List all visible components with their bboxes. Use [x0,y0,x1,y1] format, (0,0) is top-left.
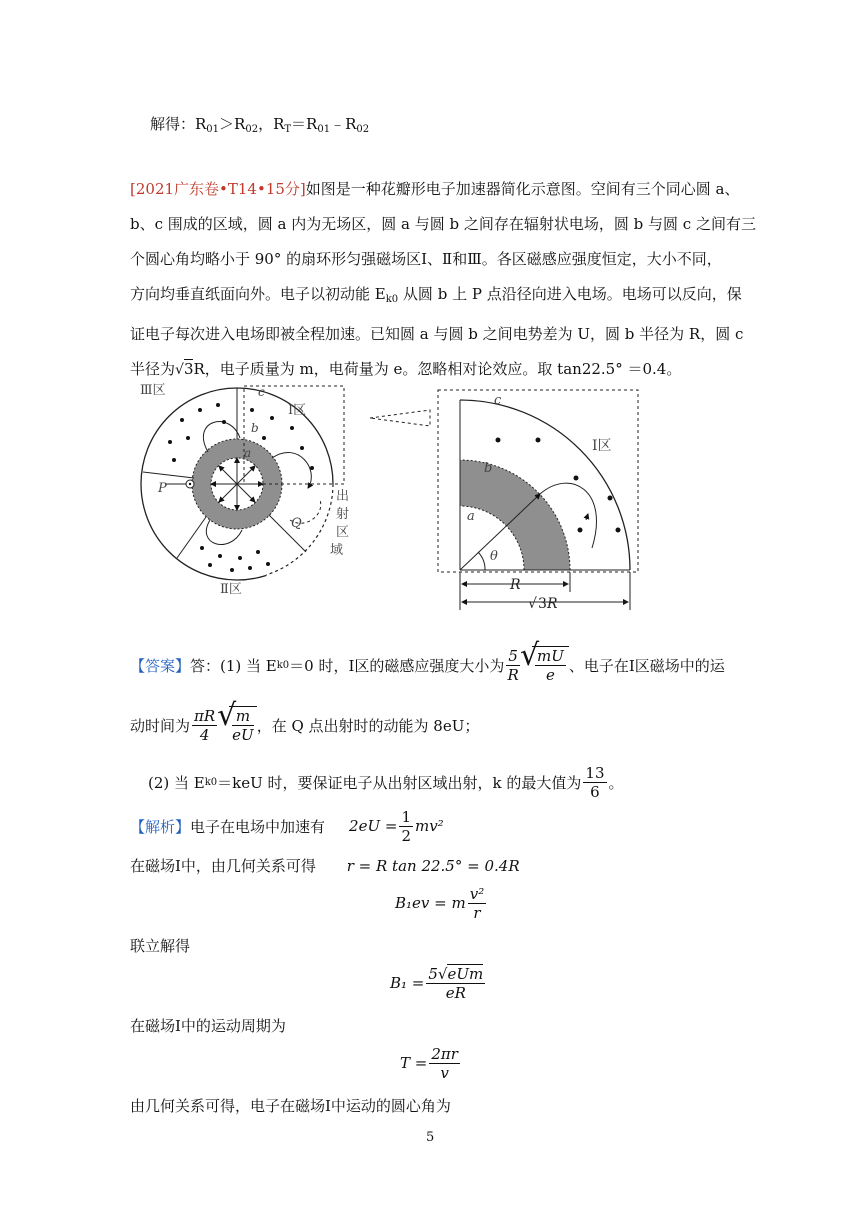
answer-p2b: ，在 Q 点出射时的动能为 8eU； [256,716,480,735]
frac-num: 5 [508,646,518,665]
fraction-piR-over-4 [192,707,217,744]
eq4-sqrt-sign: √ [437,964,448,983]
problem-block [130,172,756,388]
eq1-left: 2eU = [349,817,398,835]
sqrt-den: e [545,666,555,684]
sub-02: 02 [245,124,259,135]
fraction-5-over-R [506,647,520,684]
frac-num [426,965,485,984]
page-number: 5 [426,1130,435,1145]
problem-line-4-sub: k0 [385,294,399,305]
sub-02b: 02 [356,124,370,135]
label-c-right: c [494,393,502,408]
analysis-l2: 在磁场Ⅰ中，由几何关系可得 [130,857,316,875]
label-region-1-right: Ⅰ区 [592,438,612,454]
frac-den: 4 [199,725,210,744]
sqrt-mU-e [522,646,569,684]
frac-num: 1 [401,807,411,826]
frac-den: r [473,903,481,922]
frac-den: 6 [590,782,600,801]
sub-t: T [284,124,292,135]
label-c-left: c [258,385,265,399]
eq5-left: T = [400,1054,428,1072]
eq3-fraction [468,885,487,922]
right-diagram [438,390,638,612]
exit-char-2: 射 [336,507,350,522]
sub-01b: 01 [317,124,331,135]
frac-den: v [440,1063,449,1082]
problem-line-2: b、c 围成的区域，圆 a 内为无场区，圆 a 与圆 b 之间存在辐射状电场，圆 b 与圆 c 之间有三 [130,215,756,233]
analysis-l1: 电子在电场中加速有 [190,817,326,836]
frac-num: πR [194,706,216,725]
label-theta: θ [490,549,498,564]
sqrt-m-eU [219,706,257,744]
exit-char-3: 区 [336,525,350,540]
label-sqrt3-R: R [547,596,558,612]
eq3-left: B₁ev = m [395,894,466,912]
sqrt-radicand: 3 [183,360,194,378]
problem-line-6a: 半径为 [130,360,176,378]
label-b-left: b [251,421,259,435]
eq5-fraction [429,1045,460,1082]
label-a-left: a [244,446,252,460]
answer-line-3 [148,762,624,802]
eq4-coef: 5 [428,964,438,983]
problem-line-6b: R，电子质量为 m，电荷量为 e。忽略相对论效应。取 tan22.5° ＝0.4。 [193,360,682,378]
answer-p1b: ＝0 时，Ⅰ区的磁感应强度大小为 [289,656,505,675]
label-sqrt3: 3 [538,596,547,612]
eq4-radicand: eUm [447,964,484,983]
answer-p3a: (2) 当 E [148,773,205,792]
eq1-right: mv² [414,817,444,835]
label-region-1: Ⅰ区 [288,403,307,418]
equation-4 [390,962,487,1004]
label-P: P [158,481,167,496]
analysis-line-5: 由几何关系可得，电子在磁场Ⅰ中运动的圆心角为 [130,1097,451,1115]
sqrt-num: √ mU [536,647,564,665]
label-b-right: b [484,461,493,476]
frac-den: eR [445,983,466,1002]
eq-text: ＝R [291,115,318,133]
answer-p1-sub: k0 [276,659,290,671]
frac-num: 2πr [431,1044,458,1063]
answer-p1a: 答：(1) 当 E [190,656,277,675]
analysis-line-3: 联立解得 [130,937,191,955]
problem-line-4b: 从圆 b 上 P 点沿径向进入电场。电场可以反向，保 [398,285,742,303]
frac-den: 2 [401,826,411,845]
left-diagram [140,383,349,597]
analysis-tag: 【解析】 [130,817,191,836]
label-region-2: Ⅱ区 [220,582,242,597]
equation-3 [395,883,488,923]
sqrt-den: eU [232,726,254,744]
label-region-3: Ⅲ区 [140,383,166,398]
exit-char-4: 域 [330,543,344,558]
problem-line-5: 证电子每次进入电场即被全程加速。已知圆 a 与圆 b 之间电势差为 U，圆 b 半径为 R，圆 c [130,325,744,343]
solution-line [150,113,369,135]
sqrt-num: √ m [232,707,254,726]
frac-den: R [507,665,519,684]
analysis-line-4: 在磁场Ⅰ中的运动周期为 [130,1017,286,1035]
accelerator-figure [140,380,660,620]
problem-line-4a: 方向均垂直纸面向外。电子以初动能 E [130,285,386,303]
answer-p3b: ＝keU 时，要保证电子从出射区域出射，k 的最大值为 [217,773,582,792]
frac-num: 13 [585,763,605,782]
answer-p3c: 。 [608,773,624,792]
problem-line-1-text: 如图是一种花瓣形电子加速器简化示意图。空间有三个同心圆 a、 [305,180,740,198]
comma-text: ，R [258,115,285,133]
label-Q: Q [291,516,302,531]
problem-source: [2021广东卷•T14•15分] [130,180,306,198]
sub-01: 01 [206,124,220,135]
analysis-line-1 [130,808,444,844]
fraction-13-over-6 [583,764,606,801]
label-a-right: a [467,509,475,524]
problem-line-1 [130,172,756,207]
answer-line-1 [130,645,725,685]
eq1-fraction [399,808,413,845]
problem-line-3: 个圆心角均略小于 90° 的扇环形匀强磁场区Ⅰ、Ⅱ和Ⅲ。各区磁感应强度恒定，大小不同， [130,250,722,268]
exit-char-1: 出 [336,489,350,504]
analysis-line-2 [130,855,520,876]
problem-line-4 [130,277,756,317]
label-R: R [510,577,521,593]
answer-line-2 [130,705,479,745]
equation-5 [400,1042,462,1084]
answer-tag: 【答案】 [130,656,191,675]
sqrt-sign: √ [175,362,184,378]
minus-text: ﹣R [330,115,357,133]
answer-p2a: 动时间为 [130,716,191,735]
answer-p1c: 、电子在Ⅰ区磁场中的运 [568,656,725,675]
eq4-fraction [426,965,485,1002]
eq2: r = R tan 22.5° = 0.4R [346,857,520,875]
answer-p3-sub: k0 [204,776,218,788]
gt-text: ＞R [219,115,246,133]
eq4-left: B₁ = [390,974,425,992]
frac-num: v² [469,884,485,903]
callout-wedge [370,410,430,426]
label-sqrt-sign: √ [528,596,537,612]
solution-text: 解得：$R_{01}>R_{02}$，$R_T=R_{01}﹣R_{02}$ [150,115,370,135]
